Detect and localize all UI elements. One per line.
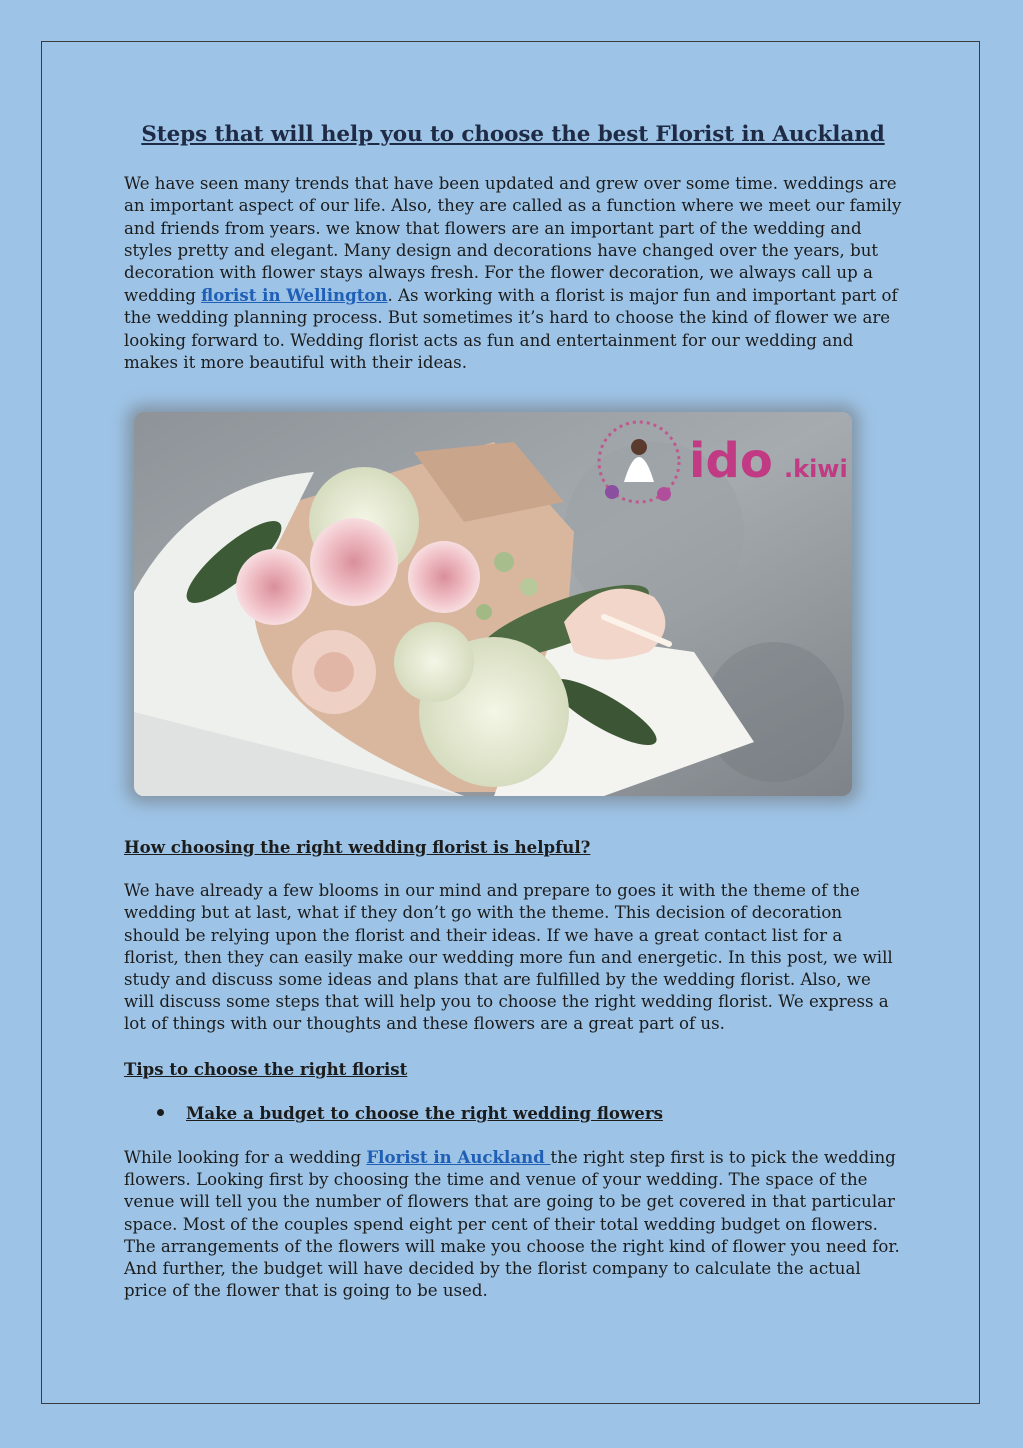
logo-suffix: .kiwi <box>784 455 848 484</box>
document-body <box>124 124 902 1302</box>
logo-text: ido <box>689 433 773 490</box>
florist-wellington-link[interactable]: florist in Wellington <box>201 285 388 306</box>
florist-auckland-link[interactable]: Florist in Auckland <box>366 1147 551 1168</box>
section-heading-helpful: How choosing the right wedding florist is helpful? <box>124 837 591 858</box>
section2-paragraph <box>124 1146 902 1302</box>
bullet-text: Make a budget to choose the right wedding flowers <box>186 1102 663 1123</box>
section2-text-start: While looking for a wedding <box>124 1148 367 1168</box>
intro-paragraph <box>124 173 902 374</box>
list-item <box>124 1102 902 1124</box>
intro-text-start: We have seen many trends that have been updated and grew over some time. weddings are an important aspect of our life. Also, they are called as a function where we meet our family and friends from years. we know that flowers are an important part of the wedding and styles pretty and elegant. Many design and decorations have changed over the years, but decoration with flower stays always fresh. For the flower decoration, we always call up a wedding <box>124 174 902 306</box>
bullet-icon <box>157 1109 164 1116</box>
section2-text-end: the right step first is to pick the wedding flowers. Looking first by choosing the time and venue of your wedding. The space of the venue will tell you the number of flowers that are going to be get covered in that particular space. Most of the couples spend eight per cent of their total wedding budget on flowers. The arrangements of the flowers will make you choose the right kind of flower you need for. And further, the budget will have decided by the florist company to calculate the actual price of the flower that is going to be used. <box>124 1148 900 1301</box>
section-heading-tips: Tips to choose the right florist <box>124 1058 408 1079</box>
bouquet-photo <box>134 412 852 796</box>
intro-text-end: . As working with a florist is major fun and important part of the wedding planning process. But sometimes it’s hard to choose the kind of flower we are looking forward to. Wedding florist acts as fun and entertainment for our wedding and makes it more beautiful with their ideas. <box>124 286 898 372</box>
page-title: Steps that will help you to choose the best Florist in Auckland <box>141 122 885 147</box>
section1-paragraph: We have already a few blooms in our mind and prepare to goes it with the theme of the wedding but at last, what if they don’t go with the theme. This decision of decoration should be relying upon the florist and their ideas. If we have a great contact list for a florist, then they can easily make our wedding more fun and energetic. In this post, we will study and discuss some ideas and plans that are fulfilled by the wedding florist. Also, we will discuss some steps that will help you to choose the right wedding florist. We express a lot of things with our thoughts and these flowers are a great part of us. <box>124 881 893 1034</box>
